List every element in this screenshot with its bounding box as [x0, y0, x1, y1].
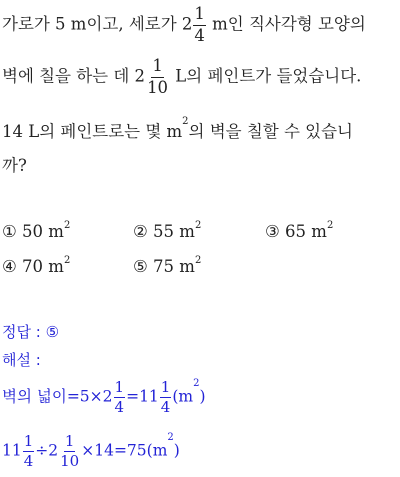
fraction: $\frac{1}{4}$ — [160, 378, 171, 416]
option-4[interactable]: ④ 70 $m^2$ — [2, 255, 71, 276]
option-2[interactable]: ② 55 $m^2$ — [133, 220, 202, 241]
fraction: $\frac{1}{10}$ — [147, 56, 169, 97]
explanation-label: 해설 : — [2, 351, 41, 369]
fraction: $\frac{1}{10}$ — [60, 432, 80, 470]
question-line-2: 벽에 칠을 하는 데 2 $\frac{1}{10}$ L의 페인트가 들었습니다. — [2, 56, 362, 97]
question-line-4: 까? — [2, 156, 27, 175]
question-line-3: 14 L의 페인트로는 몇 $m^2$의 벽을 칠할 수 있습니 — [2, 116, 353, 141]
option-3[interactable]: ③ 65 $m^2$ — [265, 220, 334, 241]
answer-label: 정답 : ⑤ — [2, 323, 60, 341]
fraction: $\frac{1}{4}$ — [194, 4, 205, 45]
option-1[interactable]: ① 50 $m^2$ — [2, 220, 71, 241]
explanation-equation-2: 11 $\frac{1}{4}$ ÷2 $\frac{1}{10}$ $\times 14=75(m^2)$ — [2, 432, 180, 470]
fraction: $\frac{1}{4}$ — [114, 378, 125, 416]
fraction: $\frac{1}{4}$ — [23, 432, 34, 470]
option-5[interactable]: ⑤ 75 $m^2$ — [133, 255, 202, 276]
explanation-equation-1: 벽의 넓이=5×2 $\frac{1}{4}$ =11 $\frac{1}{4}$ $(m^2)$ — [2, 378, 206, 416]
question-line-1: 가로가 5 m이고, 세로가 2 $\frac{1}{4}$ m인 직사각형 모양의 — [2, 4, 366, 45]
